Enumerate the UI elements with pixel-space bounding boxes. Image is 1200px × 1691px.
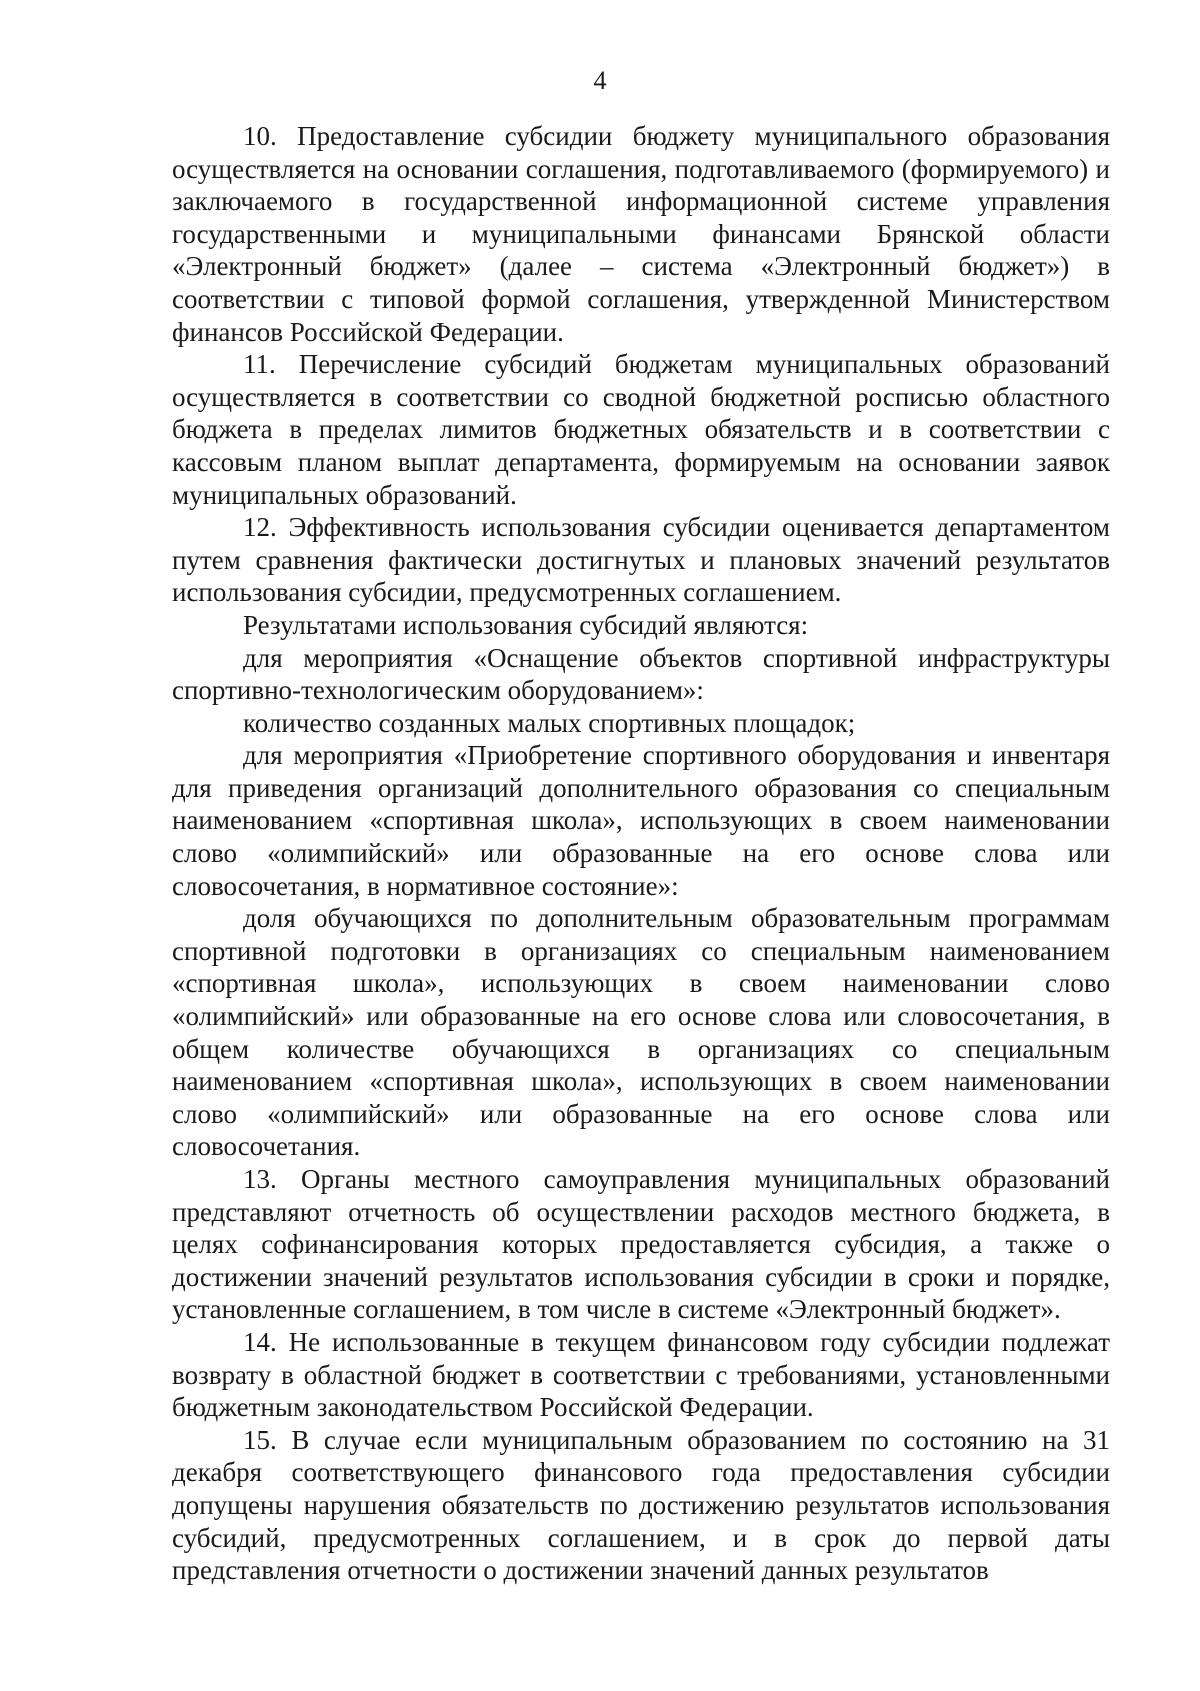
paragraph-event-equipping: для мероприятия «Оснащение объектов спортивной инфраструктуры спортивно-технологическим оборудованием»: xyxy=(172,642,1110,706)
paragraph-results-intro: Результатами использования субсидий являются: xyxy=(243,609,809,640)
paragraph-event-purchase: для мероприятия «Приобретение спортивного оборудования и инвентаря для приведения организаций дополнительного образования со специальным наименованием «спортивная школа», использующих в своем наименовании слово «олимпийский» или образованные на его основе слова или словосочетания, в нормативное состояние»: xyxy=(172,740,1110,901)
paragraph-10: 10. Предоставление субсидии бюджету муниципального образования осуществляется на основании соглашения, подготавливаемого (формируемого) и заключаемого в государственной информационной системе управления государственными и муниципальными финансами Брянской области «Электронный бюджет» (далее – система «Электронный бюджет») в соответствии с типовой формой соглашения, утвержденной Министерством финансов Российской Федерации. xyxy=(172,121,1110,347)
page-number: 4 xyxy=(593,66,607,95)
paragraph-14: 14. Не использованные в текущем финансовом году субсидии подлежат возврату в областной бюджет в соответствии с требованиями, установленными бюджетным законодательством Российской Федерации. xyxy=(172,1326,1110,1423)
paragraph-result-share: доля обучающихся по дополнительным образовательным программам спортивной подготовки в организациях со специальным наименованием «спортивная школа», использующих в своем наименовании слово «олимпийский» или образованные на его основе слова или словосочетания, в общем количестве обучающихся в организациях со специальным наименованием «спортивная школа», использующих в своем наименовании слово «олимпийский» или образованные на его основе слова или словосочетания. xyxy=(172,903,1110,1162)
paragraph-11: 11. Перечисление субсидий бюджетам муниципальных образований осуществляется в соответствии со сводной бюджетной росписью областного бюджета в пределах лимитов бюджетных обязательств и в соответствии с кассовым планом выплат департамента, формируемым на основании заявок муниципальных образований. xyxy=(172,349,1110,510)
paragraph-15: 15. В случае если муниципальным образованием по состоянию на 31 декабря соответствующего финансового года предоставления субсидии допущены нарушения обязательств по достижению результатов использования субсидий, предусмотренных соглашением, и в срок до первой даты представления отчетности о достижении значений данных результатов xyxy=(172,1424,1110,1586)
paragraph-13: 13. Органы местного самоуправления муниципальных образований представляют отчетность об осуществлении расходов местного бюджета, в целях софинансирования которых предоставляется субсидия, а также о достижении значений результатов использования субсидии в сроки и порядке, установленные соглашением, в том числе в системе «Электронный бюджет». xyxy=(172,1164,1110,1325)
paragraph-result-playgrounds: количество созданных малых спортивных площадок; xyxy=(243,707,856,738)
document-body xyxy=(172,120,1110,1587)
paragraph-12: 12. Эффективность использования субсидии оценивается департаментом путем сравнения фактически достигнутых и плановых значений результатов использования субсидии, предусмотренных соглашением. xyxy=(172,512,1110,608)
